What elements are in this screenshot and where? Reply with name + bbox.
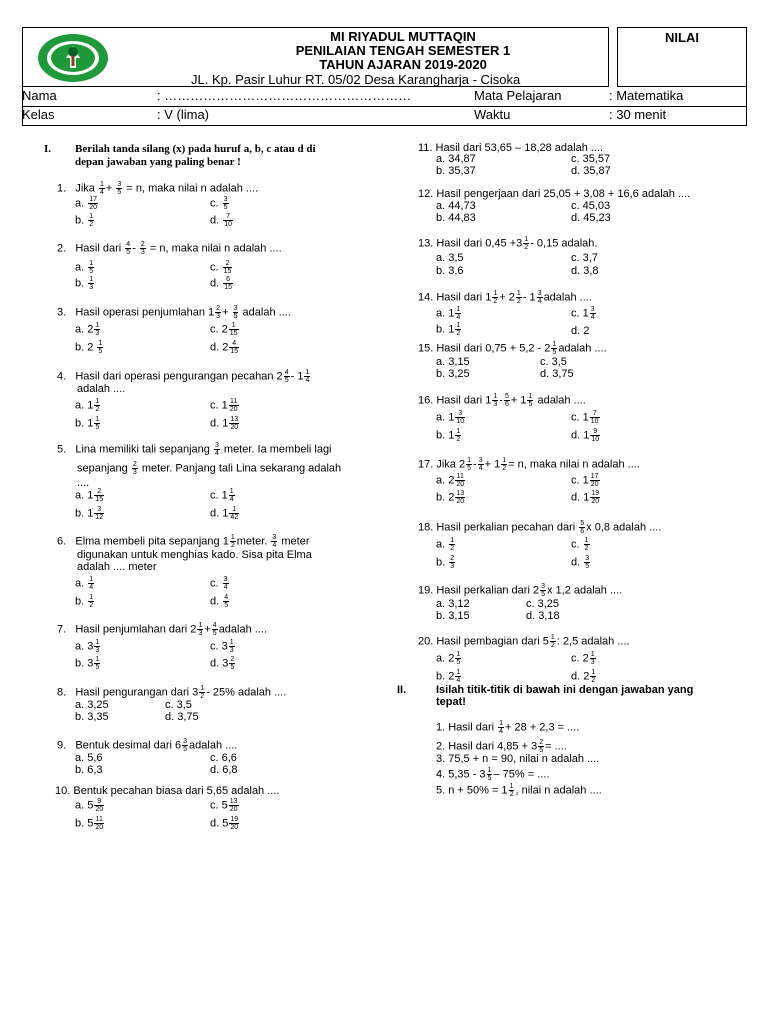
- q3-option-c[interactable]: c. 2 $\frac{1}{15}$: [210, 322, 238, 337]
- q14-option-a[interactable]: a. 1 $\frac{1}{4}$: [436, 306, 461, 321]
- q12-option-c[interactable]: c. 45,03: [571, 200, 611, 212]
- q2-option-d[interactable]: d. $\frac{6}{15}$: [210, 276, 233, 291]
- q11-option-d[interactable]: d. 35,87: [571, 165, 611, 177]
- q19-option-b[interactable]: b. 3,15: [436, 610, 470, 622]
- school-name: MI RIYADUL MUTTAQIN: [330, 29, 476, 44]
- q2-option-a[interactable]: a. $\frac{1}{5}$: [75, 260, 94, 275]
- exam-title: PENILAIAN TENGAH SEMESTER 1: [295, 43, 511, 58]
- q10-option-c[interactable]: c. 5 $\frac{13}{20}$: [210, 798, 238, 813]
- q20-option-c[interactable]: c. 2 $\frac{1}{3}$: [571, 651, 595, 666]
- section-1-number: I.: [44, 143, 52, 155]
- essay-5: 5. n + 50% = 1 $\frac{1}{2}$ , nilai n adalah ....: [436, 783, 602, 798]
- time-label: Waktu: [474, 107, 511, 122]
- q4-option-a[interactable]: a. 1 $\frac{1}{2}$: [75, 398, 100, 413]
- q15-option-d[interactable]: d. 3,75: [540, 368, 574, 380]
- q13-option-c[interactable]: c. 3,7: [571, 252, 598, 264]
- question-5-line3: ....: [77, 477, 90, 489]
- class-value: : V (lima): [157, 107, 209, 122]
- q18-option-a[interactable]: a. $\frac{1}{2}$: [436, 537, 455, 552]
- q4-option-c[interactable]: c. 1 $\frac{11}{20}$: [210, 398, 238, 413]
- essay-3: 3. 75,5 + n = 90, nilai n adalah ....: [436, 753, 600, 765]
- q7-option-c[interactable]: c. 3 $\frac{1}{3}$: [210, 639, 234, 654]
- q1-option-d[interactable]: d. $\frac{7}{10}$: [210, 213, 233, 228]
- q9-option-a[interactable]: a. 5,6: [75, 752, 103, 764]
- question-9: 9. Bentuk desimal dari 6 $\frac{3}{5}$ adalah ....: [57, 738, 238, 753]
- q6-option-d[interactable]: d. $\frac{4}{5}$: [210, 594, 229, 609]
- essay-4: 4. 5,35 - 3 $\frac{1}{5}$ – 75% = ....: [436, 767, 550, 782]
- q16-option-b[interactable]: b. 1 $\frac{1}{2}$: [436, 428, 461, 443]
- class-label: Kelas: [22, 107, 55, 122]
- q2-option-b[interactable]: b. $\frac{1}{3}$: [75, 276, 94, 291]
- q8-option-a[interactable]: a. 3,25: [75, 699, 109, 711]
- q13-option-b[interactable]: b. 3,6: [436, 265, 464, 277]
- q10-option-b[interactable]: b. 5 $\frac{11}{20}$: [75, 816, 104, 831]
- q15-option-c[interactable]: c. 3,5: [540, 356, 567, 368]
- q7-option-d[interactable]: d. 3 $\frac{2}{5}$: [210, 656, 235, 671]
- section-2-instruction-line2: tepat!: [436, 696, 466, 708]
- q3-option-b[interactable]: b. 2 $\frac{1}{5}$: [75, 340, 103, 355]
- question-4-line2: adalah ....: [77, 383, 126, 395]
- q3-option-a[interactable]: a. 2 $\frac{1}{3}$: [75, 322, 100, 337]
- section-1-instruction-line1: Berilah tanda silang (x) pada huruf a, b, c atau d di: [75, 143, 316, 155]
- question-6: 6. Elma membeli pita sepanjang 1 $\frac{1}{2}$ meter. $\frac{3}{4}$ meter: [57, 534, 310, 549]
- q9-option-b[interactable]: b. 6,3: [75, 764, 103, 776]
- question-6-line2: digunakan untuk menghias kado. Sisa pita Elma: [77, 549, 312, 561]
- q19-option-a[interactable]: a. 3,12: [436, 598, 470, 610]
- question-3: 3. Hasil operasi penjumlahan 1 $\frac{2}{3}$ + $\frac{3}{5}$ adalah ....: [57, 305, 291, 320]
- question-1: 1. Jika $\frac{1}{4}$ + $\frac{3}{5}$ = n, maka nilai n adalah ....: [57, 181, 259, 196]
- q20-option-d[interactable]: d. 2 $\frac{1}{2}$: [571, 669, 596, 684]
- q12-option-d[interactable]: d. 45,23: [571, 212, 611, 224]
- q17-option-c[interactable]: c. 1 $\frac{17}{20}$: [571, 473, 599, 488]
- question-17: 17. Jika 2 $\frac{1}{5}$ - $\frac{3}{4}$ + 1 $\frac{1}{2}$ = n, maka nilai n adalah ....: [418, 457, 640, 472]
- question-8: 8. Hasil pengurangan dari 3 $\frac{1}{2}$ - 25% adalah ....: [57, 685, 287, 700]
- q19-option-c[interactable]: c. 3,25: [526, 598, 560, 610]
- q8-option-d[interactable]: d. 3,75: [165, 711, 199, 723]
- q14-option-c[interactable]: c. 1 $\frac{3}{4}$: [571, 306, 595, 321]
- q15-option-a[interactable]: a. 3,15: [436, 356, 470, 368]
- q20-option-b[interactable]: b. 2 $\frac{1}{4}$: [436, 669, 461, 684]
- question-16: 16. Hasil dari 1 $\frac{1}{3}$ - $\frac{5}{6}$ + 1 $\frac{1}{5}$ adalah ....: [418, 393, 586, 408]
- q18-option-b[interactable]: b. $\frac{2}{3}$: [436, 555, 455, 570]
- q18-option-c[interactable]: c. $\frac{1}{2}$: [571, 537, 589, 552]
- q5-option-b[interactable]: b. 1 $\frac{3}{12}$: [75, 506, 104, 521]
- q13-option-a[interactable]: a. 3,5: [436, 252, 464, 264]
- q1-option-c[interactable]: c. $\frac{3}{5}$: [210, 196, 228, 211]
- q17-option-d[interactable]: d. 1 $\frac{19}{20}$: [571, 490, 600, 505]
- q7-option-b[interactable]: b. 3 $\frac{1}{5}$: [75, 656, 100, 671]
- question-13: 13. Hasil dari 0,45 +3 $\frac{1}{2}$ - 0,15 adalah.: [418, 236, 598, 251]
- q10-option-d[interactable]: d. 5 $\frac{19}{20}$: [210, 816, 239, 831]
- essay-1: 1. Hasil dari $\frac{1}{4}$ + 28 + 2,3 = ....: [436, 720, 580, 735]
- score-label: NILAI: [665, 30, 699, 45]
- q10-option-a[interactable]: a. 5 $\frac{9}{20}$: [75, 798, 104, 813]
- q14-option-b[interactable]: b. 1 $\frac{1}{2}$: [436, 322, 461, 337]
- q18-option-d[interactable]: d. $\frac{3}{5}$: [571, 555, 590, 570]
- question-6-line3: adalah .... meter: [77, 561, 157, 573]
- subject-label: Mata Pelajaran: [474, 88, 562, 103]
- q4-option-d[interactable]: d. 1 $\frac{13}{20}$: [210, 416, 239, 431]
- question-19: 19. Hasil perkalian dari 2 $\frac{3}{5}$ x 1,2 adalah ....: [418, 583, 623, 598]
- q11-option-b[interactable]: b. 35,37: [436, 165, 476, 177]
- question-20: 20. Hasil pembagian dari 5 $\frac{1}{2}$ : 2,5 adalah ....: [418, 634, 630, 649]
- q13-option-d[interactable]: d. 3,8: [571, 265, 599, 277]
- q12-option-b[interactable]: b. 44,83: [436, 212, 476, 224]
- q11-option-c[interactable]: c. 35,57: [571, 153, 611, 165]
- q16-option-d[interactable]: d. 1 $\frac{9}{10}$: [571, 428, 600, 443]
- q19-option-d[interactable]: d. 3,18: [526, 610, 560, 622]
- q8-option-c[interactable]: c. 3,5: [165, 699, 192, 711]
- section-2-instruction-line1: Isilah titik-titik di bawah ini dengan jawaban yang: [436, 684, 694, 696]
- q7-option-a[interactable]: a. 3 $\frac{1}{3}$: [75, 639, 100, 654]
- question-18: 18. Hasil perkalian pecahan dari $\frac{5}{6}$ x 0,8 adalah ....: [418, 520, 662, 535]
- score-box: [617, 27, 747, 87]
- question-11: 11. Hasil dari 53,65 – 18,28 adalah ....: [418, 142, 604, 154]
- question-4: 4. Hasil dari operasi pengurangan pecahan 2 $\frac{4}{5}$ - 1 $\frac{1}{4}$: [57, 369, 310, 384]
- q1-option-a[interactable]: a. $\frac{17}{20}$: [75, 196, 98, 211]
- school-logo: [36, 32, 110, 84]
- q2-option-c[interactable]: c. $\frac{2}{15}$: [210, 260, 232, 275]
- q6-option-c[interactable]: c. $\frac{3}{4}$: [210, 576, 228, 591]
- q6-option-a[interactable]: a. $\frac{1}{4}$: [75, 576, 94, 591]
- q5-option-a[interactable]: a. 1 $\frac{2}{15}$: [75, 488, 104, 503]
- question-2: 2. Hasil dari $\frac{4}{5}$ - $\frac{2}{3}$ = n, maka nilai n adalah ....: [57, 241, 282, 256]
- section-1-instruction-line2: depan jawaban yang paling benar !: [75, 156, 241, 168]
- name-field[interactable]: : …………………………………………………: [157, 88, 412, 103]
- question-12: 12. Hasil pengerjaan dari 25,05 + 3,08 + 16,6 adalah ....: [418, 188, 691, 200]
- q11-option-a[interactable]: a. 34,87: [436, 153, 476, 165]
- question-7: 7. Hasil penjumlahan dari 2 $\frac{1}{3}$ + $\frac{4}{5}$ adalah ....: [57, 622, 268, 637]
- q20-option-a[interactable]: a. 2 $\frac{1}{5}$: [436, 651, 461, 666]
- q5-option-d[interactable]: d. 1 $\frac{1}{42}$: [210, 506, 239, 521]
- header-box: [22, 27, 609, 87]
- question-14: 14. Hasil dari 1 $\frac{1}{2}$ + 2 $\frac{1}{2}$ - 1 $\frac{3}{4}$ adalah ....: [418, 290, 592, 305]
- question-15: 15. Hasil dari 0,75 + 5,2 - 2 $\frac{1}{5}$ adalah ....: [418, 341, 607, 356]
- q12-option-a[interactable]: a. 44,73: [436, 200, 476, 212]
- q4-option-b[interactable]: b. 1 $\frac{1}{5}$: [75, 416, 100, 431]
- school-address: JL. Kp. Pasir Luhur RT. 05/02 Desa Karangharja - Cisoka: [191, 72, 521, 87]
- q8-option-b[interactable]: b. 3,35: [75, 711, 109, 723]
- q9-option-c[interactable]: c. 6,6: [210, 752, 237, 764]
- q6-option-b[interactable]: b. $\frac{1}{2}$: [75, 594, 94, 609]
- q16-option-c[interactable]: c. 1 $\frac{7}{10}$: [571, 410, 599, 425]
- essay-2: 2. Hasil dari 4,85 + 3 $\frac{2}{5}$ = ....: [436, 739, 567, 754]
- question-5-line2: sepanjang $\frac{2}{3}$ meter. Panjang tali Lina sekarang adalah: [77, 461, 342, 476]
- q9-option-d[interactable]: d. 6,8: [210, 764, 238, 776]
- q17-option-b[interactable]: b. 2 $\frac{13}{20}$: [436, 490, 465, 505]
- q5-option-c[interactable]: c. 1 $\frac{1}{4}$: [210, 488, 234, 503]
- q14-option-d[interactable]: d. 2: [571, 325, 590, 337]
- question-10: 10. Bentuk pecahan biasa dari 5,65 adalah ....: [55, 785, 280, 797]
- q17-option-a[interactable]: a. 2 $\frac{11}{20}$: [436, 473, 465, 488]
- subject-value: : Matematika: [609, 88, 684, 103]
- q3-option-d[interactable]: d. 2 $\frac{4}{15}$: [210, 340, 239, 355]
- q16-option-a[interactable]: a. 1 $\frac{3}{10}$: [436, 410, 465, 425]
- q1-option-b[interactable]: b. $\frac{1}{2}$: [75, 213, 94, 228]
- time-value: : 30 menit: [609, 107, 667, 122]
- academic-year: TAHUN AJARAN 2019-2020: [319, 57, 487, 72]
- section-2-number: II.: [397, 684, 407, 696]
- name-label: Nama: [22, 88, 57, 103]
- question-5: 5. Lina memiliki tali sepanjang $\frac{3}{4}$ meter. Ia membeli lagi: [57, 442, 332, 457]
- q15-option-b[interactable]: b. 3,25: [436, 368, 470, 380]
